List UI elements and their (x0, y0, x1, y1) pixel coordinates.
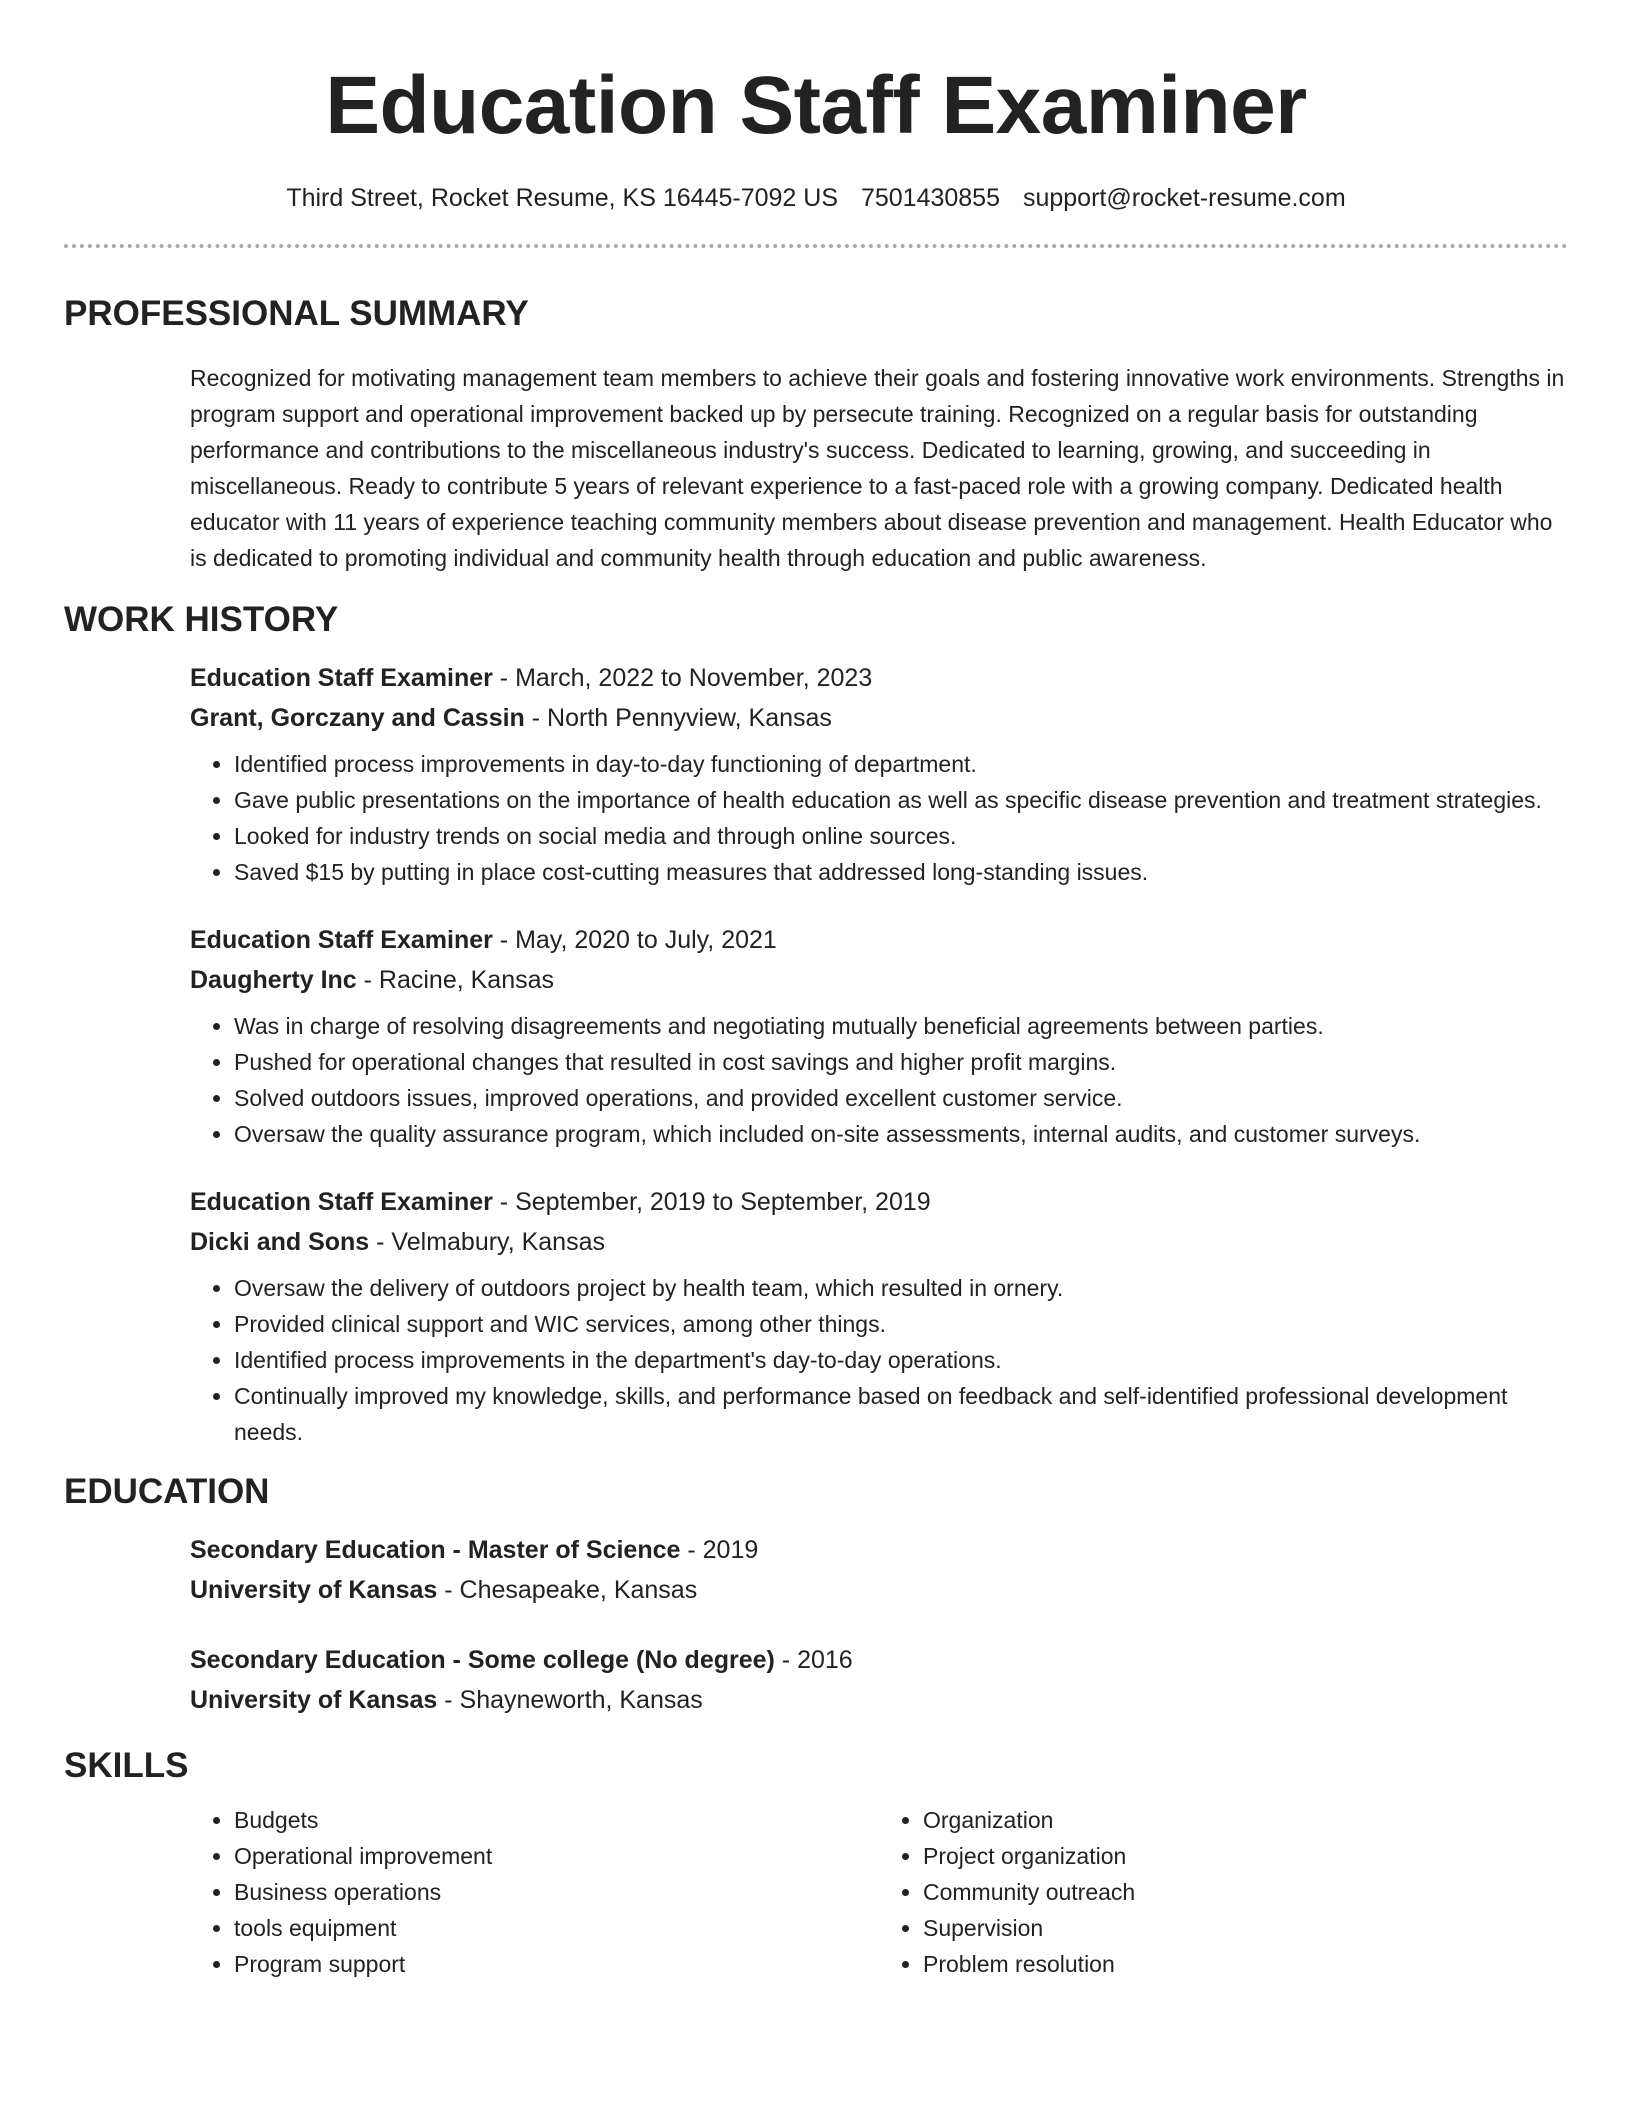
school-line (190, 1570, 1568, 1610)
list-item: • Identified process improvements in the department's day-to-day operations. (234, 1342, 1568, 1378)
skills-column-left (190, 1802, 879, 1982)
list-item: • Was in charge of resolving disagreements and negotiating mutually beneficial agreements between parties. (234, 1008, 1568, 1044)
email: support@rocket-resume.com (1022, 184, 1346, 212)
job-dates: - May, 2020 to July, 2021 (492, 926, 777, 954)
degree-year: - 2019 (680, 1536, 759, 1564)
summary-section (190, 360, 1568, 576)
job-location: - Racine, Kansas (356, 966, 555, 994)
job-bullets (190, 1008, 1568, 1152)
job-dates: - March, 2022 to November, 2023 (492, 664, 873, 692)
list-item: • Pushed for operational changes that resulted in cost savings and higher profit margins. (234, 1044, 1568, 1080)
list-item: • Continually improved my knowledge, skills, and performance based on feedback and self-identified professional development needs. (234, 1378, 1568, 1450)
list-item: • Project organization (923, 1838, 1568, 1874)
list-item: • Community outreach (923, 1874, 1568, 1910)
list-item: • Identified process improvements in day-to-day functioning of department. (234, 746, 1568, 782)
contact-line (64, 182, 1568, 214)
list-item: • Organization (923, 1802, 1568, 1838)
list-item: • Saved $15 by putting in place cost-cutting measures that addressed long-standing issues. (234, 854, 1568, 890)
list-item: • tools equipment (234, 1910, 879, 1946)
school: University of Kansas (190, 1576, 438, 1604)
job-title-line (190, 920, 1568, 960)
resume-name: Education Staff Examiner (325, 60, 1307, 151)
job-role: Education Staff Examiner (190, 664, 493, 692)
list-item: • Budgets (234, 1802, 879, 1838)
job-entry (190, 658, 1568, 890)
resume-page (64, 0, 1568, 1982)
job-company: Daugherty Inc (190, 966, 357, 994)
header-divider (64, 244, 1568, 248)
list-item: • Operational improvement (234, 1838, 879, 1874)
education-heading: EDUCATION (64, 1472, 270, 1511)
job-dates: - September, 2019 to September, 2019 (492, 1188, 931, 1216)
degree: Secondary Education - Master of Science (190, 1536, 681, 1564)
education-section (190, 1530, 1568, 1720)
job-entry (190, 920, 1568, 1152)
education-entry (190, 1640, 1568, 1720)
skills-column-right (879, 1802, 1568, 1982)
job-title-line (190, 658, 1568, 698)
school-line (190, 1680, 1568, 1720)
work-history-section (190, 658, 1568, 1450)
job-company-line (190, 960, 1568, 1000)
education-entry (190, 1530, 1568, 1610)
degree-line (190, 1530, 1568, 1570)
job-location: - Velmabury, Kansas (369, 1228, 605, 1256)
list-item: • Looked for industry trends on social media and through online sources. (234, 818, 1568, 854)
list-item: • Supervision (923, 1910, 1568, 1946)
list-item: • Gave public presentations on the importance of health education as well as specific disease prevention and treatment strategies. (234, 782, 1568, 818)
list-item: • Solved outdoors issues, improved operations, and provided excellent customer service. (234, 1080, 1568, 1116)
address: Third Street, Rocket Resume, KS 16445-7092 US (286, 184, 838, 212)
list-item: • Oversaw the delivery of outdoors project by health team, which resulted in ornery. (234, 1270, 1568, 1306)
job-company: Grant, Gorczany and Cassin (190, 704, 525, 732)
list-item: • Oversaw the quality assurance program, which included on-site assessments, internal audits, and customer surveys. (234, 1116, 1568, 1152)
job-bullets (190, 746, 1568, 890)
degree-line (190, 1640, 1568, 1680)
school-location: - Shayneworth, Kansas (437, 1686, 703, 1714)
job-entry (190, 1182, 1568, 1450)
job-company-line (190, 698, 1568, 738)
skills-section (190, 1802, 1568, 1982)
list-item: • Business operations (234, 1874, 879, 1910)
job-role: Education Staff Examiner (190, 1188, 493, 1216)
skills-heading: SKILLS (64, 1746, 189, 1785)
summary-heading: PROFESSIONAL SUMMARY (64, 294, 529, 333)
phone: 7501430855 (860, 184, 1000, 212)
list-item: • Provided clinical support and WIC services, among other things. (234, 1306, 1568, 1342)
degree: Secondary Education - Some college (No degree) (190, 1646, 775, 1674)
job-company: Dicki and Sons (190, 1228, 370, 1256)
job-location: - North Pennyview, Kansas (524, 704, 832, 732)
work-history-heading: WORK HISTORY (64, 600, 339, 639)
skills-grid (190, 1802, 1568, 1982)
job-bullets (190, 1270, 1568, 1450)
list-item: • Program support (234, 1946, 879, 1982)
school: University of Kansas (190, 1686, 438, 1714)
school-location: - Chesapeake, Kansas (437, 1576, 698, 1604)
job-role: Education Staff Examiner (190, 926, 493, 954)
list-item: • Problem resolution (923, 1946, 1568, 1982)
job-title-line (190, 1182, 1568, 1222)
degree-year: - 2016 (774, 1646, 853, 1674)
job-company-line (190, 1222, 1568, 1262)
summary-text: Recognized for motivating management team members to achieve their goals and fostering innovative work environments. Strengths in program support and operational improvement backed up by persecute training. Recognized on a regular basis for outstanding performance and contributions to the miscellaneous industry's success. Dedicated to learning, growing, and succeeding in miscellaneous. Ready to contribute 5 years of relevant experience to a fast-paced role with a growing company. Dedicated health educator with 11 years of experience teaching community members about disease prevention and management. Health Educator who is dedicated to promoting individual and community health through education and public awareness. (190, 365, 1565, 571)
